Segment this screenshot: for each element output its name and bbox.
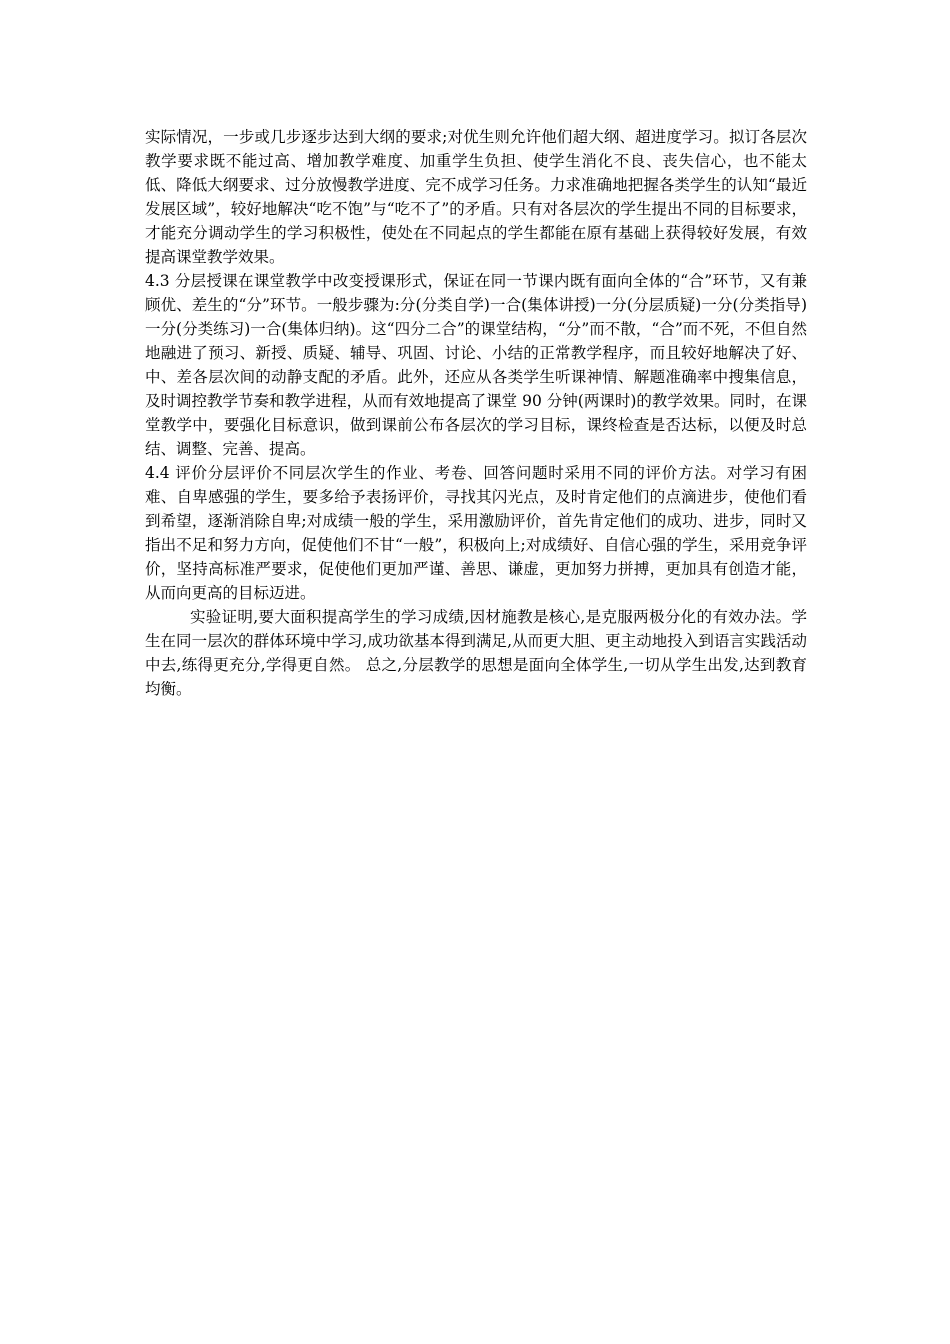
document-body (145, 125, 807, 701)
paragraph-4-4-layered-evaluation: 4.4 评价分层评价不同层次学生的作业、考卷、回答问题时采用不同的评价方法。对学习有困难、自卑感强的学生，要多给予表扬评价，寻找其闪光点，及时肯定他们的点滴进步，使他们看到希望，逐渐消除自卑;对成绩一般的学生，采用激励评价，首先肯定他们的成功、进步，同时又指出不足和努力方向，促使他们不甘“一般”，积极向上;对成绩好、自信心强的学生，采用竞争评价，坚持高标准严要求，促使他们更加严谨、善思、谦虚，更加努力拼搏，更加具有创造才能，从而向更高的目标迈进。 (145, 464, 807, 602)
paragraph-4-3-layered-teaching: 4.3 分层授课在课堂教学中改变授课形式，保证在同一节课内既有面向全体的“合”环节，又有兼顾优、差生的“分”环节。一般步骤为:分(分类自学)一合(集体讲授)一分(分层质疑)一分(分类指导)一分(分类练习)一合(集体归纳)。这“四分二合”的课堂结构，“分”而不散，“合”而不死，不但自然地融进了预习、新授、质疑、辅导、巩固、讨论、小结的正常教学程序，而且较好地解决了好、中、差各层次间的动静支配的矛盾。此外，还应从各类学生听课神情、解题准确率中搜集信息，及时调控教学节奏和教学进程，从而有效地提高了课堂 90 分钟(两课时)的教学效果。同时，在课堂教学中，要强化目标意识，做到课前公布各层次的学习目标，课终检查是否达标，以便及时总结、调整、完善、提高。 (145, 272, 807, 458)
paragraph-conclusion: 实验证明,要大面积提高学生的学习成绩,因材施教是核心,是克服两极分化的有效办法。学生在同一层次的群体环境中学习,成功欲基本得到满足,从而更大胆、更主动地投入到语言实践活动中去,练得更充分,学得更自然。 总之,分层教学的思想是面向全体学生,一切从学生出发,达到教育均衡。 (145, 608, 807, 698)
paragraph-continuation: 实际情况，一步或几步逐步达到大纲的要求;对优生则允许他们超大纲、超进度学习。拟订各层次教学要求既不能过高、增加教学难度、加重学生负担、使学生消化不良、丧失信心，也不能太低、降低大纲要求、过分放慢教学进度、完不成学习任务。力求准确地把握各类学生的认知“最近发展区域”，较好地解决“吃不饱”与“吃不了”的矛盾。只有对各层次的学生提出不同的目标要求，才能充分调动学生的学习积极性，使处在不同起点的学生都能在原有基础上获得较好发展，有效提高课堂教学效果。 (145, 128, 807, 266)
